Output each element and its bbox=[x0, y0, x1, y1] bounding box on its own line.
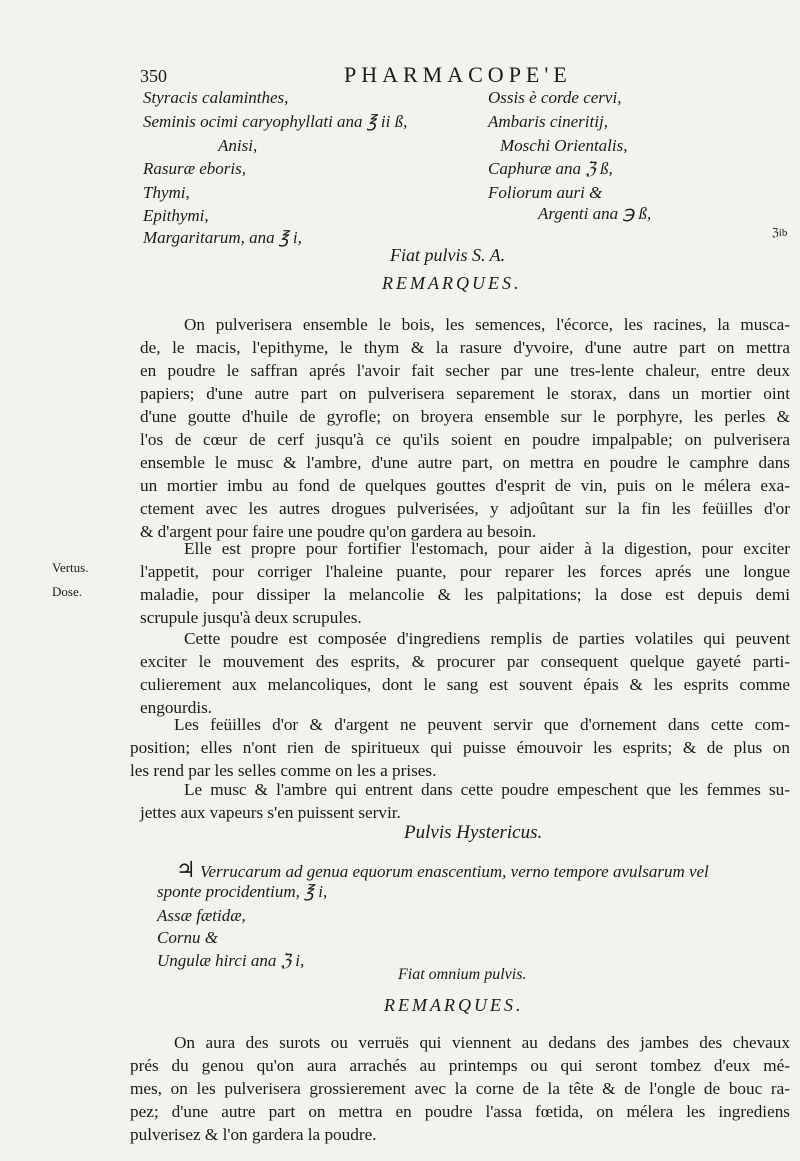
text-line: Les feüilles d'or & d'argent ne peuvent servir que d'ornement dans cette com- bbox=[174, 715, 790, 734]
paragraph bbox=[140, 627, 790, 719]
recipe-text: Verrucarum ad genua equorum enascentium, verno tempore avulsarum vel bbox=[199, 862, 709, 881]
recipe-line: Cornu & bbox=[157, 928, 218, 947]
ingredient-line: Margaritarum, ana ℥ i, bbox=[143, 228, 302, 247]
section-heading: REMARQUES. bbox=[384, 995, 524, 1015]
running-title: PHARMACOPE'E bbox=[344, 62, 572, 87]
text-line: maladie, pour dissiper la melancolie & les palpitations; la dose est depuis demi bbox=[140, 585, 790, 604]
text-line: Cette poudre est composée d'ingrediens remplis de parties volatiles qui peuvent bbox=[184, 629, 790, 648]
text-line: pez; d'une autre part on mettra en poudre l'assa fœtida, on mélera les ingrediens bbox=[130, 1102, 790, 1121]
ingredient-line: Rasuræ eboris, bbox=[143, 159, 246, 178]
paragraph bbox=[130, 713, 790, 782]
text-line: On aura des surots ou verruës qui viennent au dedans des jambes des chevaux bbox=[174, 1033, 790, 1052]
text-line: un mortier imbu au fond de quelques gouttes d'esprit de vin, puis on le mélera exa- bbox=[140, 476, 790, 495]
ingredient-line: Argenti ana ℈ ß, bbox=[538, 204, 652, 223]
text-line: les rend par les selles comme on les a prises. bbox=[130, 761, 437, 780]
text-line: Le musc & l'ambre qui entrent dans cette poudre empeschent que les femmes su- bbox=[184, 780, 790, 799]
recipe-line bbox=[176, 857, 709, 883]
text-line: ctement avec les autres drogues pulverisées, y adjoûtant sur la fin les feüilles d'or bbox=[140, 499, 790, 518]
text-line: l'os de cœur de cerf jusqu'à ce qu'ils soient en poudre impalpable; on pulverisera bbox=[140, 430, 790, 449]
ingredient-line: Ambaris cineritij, bbox=[488, 112, 608, 131]
text-line: culierement aux melancoliques, dont le sang est souvent épais & les esprits comme bbox=[140, 675, 790, 694]
text-line: prés du genou qu'on aura arrachés au printemps ou qui seront tombez d'eux mé- bbox=[130, 1056, 790, 1075]
text-line: position; elles n'ont rien de spiritueux qui puisse émouvoir les esprits; & de plus on bbox=[130, 738, 790, 757]
ingredient-line: Moschi Orientalis, bbox=[500, 136, 628, 155]
text-line: & d'argent pour faire une poudre qu'on gardera au besoin. bbox=[140, 522, 537, 541]
fiat-line: Fiat omnium pulvis. bbox=[398, 966, 527, 983]
ingredient-line: Ossis è corde cervi, bbox=[488, 88, 622, 107]
ingredient-line: Seminis ocimi caryophyllati ana ℥ ii ß, bbox=[143, 112, 408, 131]
ingredient-line: Epithymi, bbox=[143, 206, 209, 225]
recipe-symbol-icon: ♃ bbox=[176, 857, 196, 882]
text-line: en poudre le saffran aprés l'avoir fait secher par une tres-lente chaleur, entre deux bbox=[140, 361, 790, 380]
recipe-line: sponte procidentium, ℥ i, bbox=[157, 882, 328, 901]
ingredient-line: Foliorum auri & bbox=[488, 183, 603, 202]
text-line: pulverisez & l'on gardera la poudre. bbox=[130, 1125, 377, 1144]
margin-note-vertus: Vertus. bbox=[52, 560, 89, 575]
text-line: papiers; d'une autre part on pulverisera separement le storax, dans un mortier oint bbox=[140, 384, 790, 403]
ingredient-line: Styracis calaminthes, bbox=[143, 88, 289, 107]
section-heading: REMARQUES. bbox=[382, 273, 522, 293]
recipe-line: Assæ fætidæ, bbox=[157, 906, 246, 925]
corner-mark: ℨib bbox=[772, 227, 788, 239]
text-line: scrupule jusqu'à deux scrupules. bbox=[140, 608, 362, 627]
ingredient-line: Thymi, bbox=[143, 183, 190, 202]
text-line: ensemble le musc & l'ambre, d'une autre part, on mettra en poudre le camphre dans bbox=[140, 453, 790, 472]
page-number: 350 bbox=[140, 66, 167, 86]
margin-note-dose: Dose. bbox=[52, 584, 82, 599]
paragraph bbox=[130, 1031, 790, 1146]
paragraph bbox=[140, 537, 790, 629]
ingredient-line: Anisi, bbox=[218, 136, 258, 155]
text-line: l'appetit, pour corriger l'haleine puante, pour reparer les forces aprés une longue bbox=[140, 562, 790, 581]
text-line: mes, on les pulverisera grossierement avec la corne de la tête & de l'ongle de bouc ra- bbox=[130, 1079, 790, 1098]
text-line: de, le macis, l'epithyme, le thym & la rasure d'yvoire, d'une autre part on mettra bbox=[140, 338, 790, 357]
recipe-title: Pulvis Hystericus. bbox=[404, 822, 543, 843]
ingredient-line: Caphuræ ana ℨ ß, bbox=[488, 159, 613, 178]
text-line: engourdis. bbox=[140, 698, 213, 717]
text-line: exciter le mouvement des esprits, & procurer par consequent quelque gayeté parti- bbox=[140, 652, 790, 671]
fiat-line: Fiat pulvis S. A. bbox=[390, 245, 506, 265]
recipe-line: Ungulæ hirci ana ℨ i, bbox=[157, 951, 305, 970]
paragraph bbox=[140, 778, 790, 824]
text-line: Elle est propre pour fortifier l'estomach, pour aider à la digestion, pour exciter bbox=[184, 539, 790, 558]
text-line: On pulverisera ensemble le bois, les semences, l'écorce, les racines, la musca- bbox=[184, 315, 790, 334]
text-line: jettes aux vapeurs s'en puissent servir. bbox=[140, 803, 401, 822]
text-line: d'une goutte d'huile de gyrofle; on broyera ensemble sur le porphyre, les perles & bbox=[140, 407, 790, 426]
paragraph bbox=[140, 313, 790, 543]
